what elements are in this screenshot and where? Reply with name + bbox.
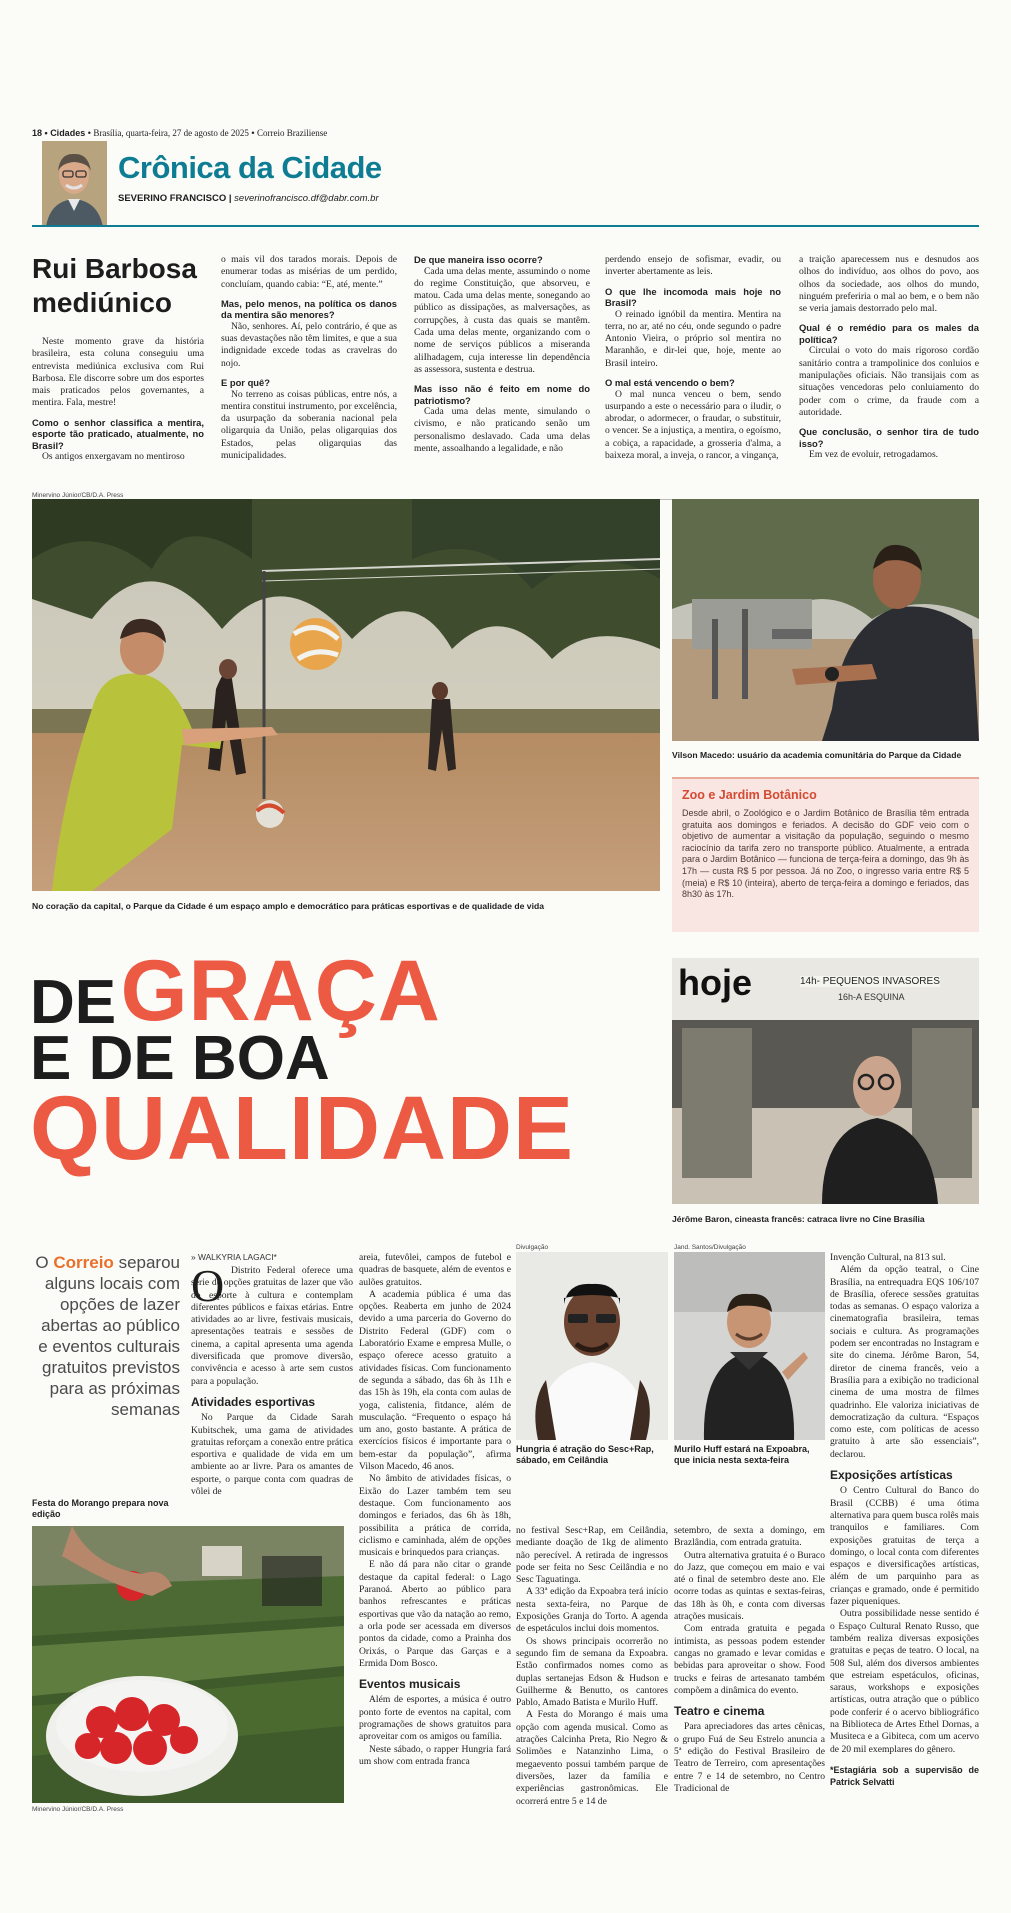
article-column-4 (674, 1525, 825, 1795)
intro-o: O (35, 1253, 49, 1272)
cronica-column-2 (221, 254, 397, 462)
cronica-column-5 (799, 254, 979, 462)
cinema-sign-line1: 14h- PEQUENOS INVASORES (800, 976, 940, 987)
interview-question: E por quê? (221, 377, 270, 389)
author-email: severinofrancisco.df@dabr.com.br (234, 193, 379, 204)
page-number: 18 (32, 128, 43, 138)
intro-correio: Correio (53, 1253, 114, 1272)
zoo-box-text: Desde abril, o Zoológico e o Jardim Botânico de Brasília têm entrada gratuita aos domingos e feriados. A decisão do GDF veio com o objetivo de aumentar a visitação da população, seguindo o mesmo raciocínio da tarifa zero no transporte público. Atualmente, a entrada para o Jardim Botânico — funciona de terça-feira a domingo, das 9h às 17h — custa R$ 5 por pessoa. Já no Zoo, o ingresso varia entre R$ 5 (meia) e R$ 10 (inteira), aberto de terça-feira a domingo e feriados, das 8h30 às 17h. (682, 808, 969, 900)
page-header: 18 • Cidades • Brasília, quarta-feira, 27 de agosto de 2025 • Correio Braziliense (32, 128, 328, 138)
paragraph: O reinado ignóbil da mentira. Mentira na terra, no ar, até no céu, onde segundo o padre Antonio Vieira, o próprio sol mentira no Maranhão, e dir-lei que, hoje, mente ao Brasil inteiro. (605, 308, 781, 369)
paragraph: Os shows principais ocorrerão no segundo fim de semana da Expoabra. Estão confirmados nomes como as duplas sertanejas Edson & Hudson e Guilherme & Benutto, os cantores Pablo, Amado Batista e Murilo Huff. (516, 1635, 668, 1709)
morango-photo (32, 1526, 344, 1803)
header-rule (32, 225, 979, 227)
paragraph: setembro, de sexta a domingo, em Brazlândia, com entrada gratuita. (674, 1525, 825, 1549)
headline-word-de: DE (30, 968, 117, 1037)
cronica-title (32, 252, 197, 320)
gym-photo-caption: Vilson Macedo: usuário da academia comunitária do Parque da Cidade (672, 750, 962, 760)
paragraph: Neste momento grave da história brasileira, esta coluna conseguiu uma entrevista mediúnica exclusiva com Rui Barbosa. Ele discorre sobre um dos esportes mais praticados pelos governantes, a mentira. Fala, mestre! (32, 336, 204, 409)
gym-photo (672, 499, 979, 741)
hungria-photo-caption: Hungria é atração do Sesc+Rap, sábado, em Ceilândia (516, 1444, 654, 1465)
paragraph: Outra possibilidade nesse sentido é o Espaço Cultural Renato Russo, que também realiza diversas exposições gratuitas e peças de teatro. O local, na 508 Sul, além dos diversos ambientes que estreiam espetáculos, oficinas, saraus, workshops e exposições artísticas, outra atração que o público pode conferir é o acervo bibliográfico na Biblioteca de Artes Ethel Dornas, a Musiteca e a Gibiteca, com um acervo de 20 mil exemplares do gênero. (830, 1608, 979, 1755)
cronica-column-3 (414, 254, 590, 455)
subhead: Teatro e cinema (674, 1704, 765, 1719)
interview-question: Mas isso não é feito em nome do patriotismo? (414, 383, 590, 406)
article-byline: » WALKYRIA LAGACI* (191, 1252, 277, 1262)
paragraph: A academia pública é uma das opções. Reaberta em junho de 2024 devido a uma parceria do Governo do Distrito Federal (GDF) com o Laboratório Exame e empresa Mulle, o espaço oferece acesso gratuito a atividades físicas. Com funcionamento de segunda a sábado, das 6h às 11h e das 15h às 19h, ela conta com aulas de yoga, calistenia, fitdance, além de musculação. “Frequento o espaço há um ano, gosto bastante. A prática de exercícios físicos é importante para o bem-estar da população”, afirma Vilson Macedo, 46 anos. (359, 1288, 511, 1473)
murilo-photo-credit: Jand. Santos/Divulgação (674, 1244, 746, 1251)
interview-question: O mal está vencendo o bem? (605, 377, 735, 389)
hungria-photo-credit: Divulgação (516, 1244, 549, 1251)
paragraph: A Festa do Morango é mais uma opção com agenda musical. Como as atrações Calcinha Preta, Rio Negro & Solimões e Natanzinho Lima, o megaevento possui também parque de diversões, lazer da família e experiências gastronômicas. Ele ocorrerá entre 5 e 14 de (516, 1709, 668, 1807)
headline (30, 943, 574, 1179)
paragraph: Invenção Cultural, na 813 sul. (830, 1252, 946, 1263)
paragraph: Com entrada gratuita e pegada intimista, as pessoas podem estender cangas no gramado e levar comidas e bebidas para aproveitar o show. Food trucks e feiras de artesanato também compõem a dinâmica do evento. (674, 1623, 825, 1696)
morango-photo-title: Festa do Morango prepara nova edição (32, 1498, 169, 1519)
murilo-photo (674, 1252, 825, 1440)
paragraph: O mal nunca venceu o bem, sendo usurpando a este o necessário para o iludir, o abrodar, o adormecer, o fraudar, o substituir, o vencer. Se a injustiça, a mentira, o egoísmo, a cobiça, a rapacidade, a grosseria d'alma, a baixeza moral, a inveja, o rancor, a vingança, (605, 388, 781, 462)
murilo-photo-caption: Murilo Huff estará na Expoabra, que inicia nesta sexta-feira (674, 1444, 810, 1465)
author-note: *Estagiária sob a supervisão de Patrick Selvatti (830, 1764, 979, 1788)
main-photo-credit: Minervino Júnior/CB/D.A. Press (32, 492, 124, 499)
cinema-sign-line2: 16h-A ESQUINA (838, 992, 905, 1002)
subhead: Exposições artísticas (830, 1468, 953, 1483)
morango-photo-credit: Minervino Júnior/CB/D.A. Press (32, 1806, 124, 1813)
paragraph: No terreno as coisas públicas, entre nós, a mentira constitui instrumento, por excelência, da usurpação da soberania nacional pela oligarquia da União, pelas oligarquias dos Estados, pelas oligarquias das municipalidades. (221, 388, 397, 462)
paragraph: Circulai o voto do mais rigoroso cordão sanitário contra a trampolinice dos conluios e manipulações oficiais. Não transijais com as situações vencedoras pelo conluiamento do poder com o crime, da fraude com a autoridade. (799, 345, 979, 418)
headline-line2: E DE BOA (30, 1024, 330, 1093)
interview-question: Qual é o remédio para os males da política? (799, 322, 979, 345)
byline-bar: SEVERINO FRANCISCO | severinofrancisco.df@dabr.com.br (118, 193, 379, 204)
paragraph: No Parque da Cidade Sarah Kubitschek, uma gama de atividades gratuitas reforçam a conexão entre prática esportiva e qualidade de vida em um ambiente ao ar livre. Para os amantes de esporte, o parque conta com quadras de vôlei de (191, 1412, 353, 1498)
headline-word-graca: GRAÇA (120, 943, 441, 1039)
main-photo-volleyball (32, 499, 660, 891)
column-title: Crônica da Cidade (118, 150, 382, 185)
paragraph: o mais vil dos tarados morais. Depois de enumerar todas as misérias de um perdido, concluíam, quando cabia: “E, até, mente.” (221, 254, 397, 290)
paragraph: No âmbito de atividades físicas, o Eixão do Lazer também tem seu destaque. Com funcionamento aos domingos e feriados, das 6h às 18h, possibilita a prática de corrida, ciclismo e caminhada, além de opções musicais e brinquedos para crianças. (359, 1473, 511, 1559)
paragraph: Cada uma delas mente, simulando o civismo, e não praticando senão um personalismo deslavado. Cada uma delas mente, assoalhando a legalidade, e não (414, 406, 590, 455)
cinema-photo-caption: Jérôme Baron, cineasta francês: catraca livre no Cine Brasília (672, 1214, 925, 1224)
interview-question: Como o senhor classifica a mentira, esporte tão praticado, atualmente, no Brasil? (32, 416, 204, 451)
article-column-1 (191, 1260, 353, 1498)
zoo-box-title: Zoo e Jardim Botânico (682, 788, 817, 802)
paragraph: E não dá para não citar o grande destaque da capital federal: o Lago Paranoá. Aberto ao público para banhos refrescantes e práticas esportivas que vão da natação ao remo, a orla pode ser acessada em diversos pontos da cidade, como a Prainha dos Orixás, o Parque das Garças e a Ermida Dom Bosco. (359, 1559, 511, 1669)
paragraph: areia, futevôlei, campos de futebol e quadras de basquete, além de eventos e aulões gratuitos. (359, 1252, 511, 1288)
paragraph: Em vez de evoluir, retrogadamos. (809, 449, 939, 461)
interview-question: Mas, pelo menos, na política os danos da mentira são menores? (221, 297, 397, 321)
author-portrait (42, 141, 107, 227)
author-name: SEVERINO FRANCISCO (118, 193, 227, 204)
cronica-column-1 (32, 336, 204, 464)
newspaper-name: Correio Braziliense (257, 128, 328, 138)
article-column-2 (359, 1252, 511, 1768)
paragraph: Para apreciadores das artes cênicas, o grupo Fuá de Seu Estrelo anuncia a 5ª edição do Festival Brasileiro de Teatro de Terreiro, com apresentações entre 7 e 14 de setembro, no Centro Tradicional de (674, 1721, 825, 1794)
cronica-title-line1: Rui Barbosa (32, 253, 197, 284)
interview-question: De que maneira isso ocorre? (414, 254, 543, 265)
paragraph: Outra alternativa gratuita é o Buraco do Jazz, que começou em maio e vai até o final de setembro deste ano. Ele ocorre todas as quintas e sextas-feiras, das 18h às 0h, e conta com diversas atrações musicais. (674, 1549, 825, 1623)
zoo-box (672, 777, 979, 932)
paragraph: Além da opção teatral, o Cine Brasília, na entrequadra EQS 106/107 de Brasília, oferece sessões gratuitas todas as semanas. O espaço valoriza a cinematografia brasileira, temas sociais e cultura. As programações podem ser encontradas no Instagram e site do cinema. Jérôme Baron, 54, diretor de cinema francês, veio a Brasília para a exibição no tradicional cinema de uma mostra de filmes quadrinho. Ele valoriza iniciativas de democratização da cultura. “Espaços como este, com políticas de acesso gratuito à arte são essenciais”, declarou. (830, 1264, 979, 1460)
interview-question: Que conclusão, o senhor tira de tudo isso? (799, 426, 979, 449)
paragraph: no festival Sesc+Rap, em Ceilândia, mediante doação de 1kg de alimento não perecível. A retirada de ingressos pode ser feita no Sesc Ceilândia e no Sesc Taguatinga. (516, 1525, 668, 1586)
section-name: Cidades (50, 128, 86, 138)
cinema-sign-word: hoje (678, 962, 753, 1003)
drop-cap: O (191, 1260, 225, 1311)
subhead: Atividades esportivas (191, 1394, 316, 1409)
paragraph: Distrito Federal oferece uma série de opções gratuitas de lazer que vão do esporte à cultura e contemplam diferentes públicos e faixas etárias. Entre atividades ao ar livre, festivais musicais, apresentações teatrais e sessões de cinema, a capital apresenta uma agenda diversificada que promove diversão, convivência e acesso à arte sem custos para a população. (191, 1265, 353, 1387)
paragraph: perdendo ensejo de sofismar, evadir, ou inverter abertamente as leis. (605, 254, 781, 278)
paragraph: Neste sábado, o rapper Hungria fará um show com entrada franca (359, 1743, 511, 1767)
paragraph: O Centro Cultural do Banco do Brasil (CCBB) é uma ótima alternativa para quem busca rolês mais tranquilos e familiares. Com exposições gratuitas de terça a domingo, o local conta com diferentes espaços e diversificações artísticas, além de um parquinho para as crianças e gramado, onde é permitido fazer piqueniques. (830, 1485, 979, 1608)
paragraph: Além de esportes, a música é outro ponto forte de eventos na capital, com programações de shows gratuitos para aproveitar com os amigos ou família. (359, 1694, 511, 1743)
intro-body: separou alguns locais com opções de lazer abertas ao público e eventos culturais gratuitos previstos para as próximas semanas (38, 1253, 180, 1419)
article-column-3 (516, 1525, 668, 1808)
headline-line3: QUALIDADE (30, 1079, 574, 1179)
paragraph: A 33ª edição da Expoabra terá início nesta sexta-feira, no Parque de Exposições Granja do Torto. A agenda de espetáculos inclui dois momentos. (516, 1586, 668, 1635)
cronica-title-line2: mediúnico (32, 287, 173, 318)
hungria-photo (516, 1252, 668, 1440)
subhead: Eventos musicais (359, 1677, 461, 1692)
cinema-photo (672, 958, 979, 1204)
paragraph: Os antigos enxergavam no mentiroso (42, 451, 185, 463)
main-photo-caption: No coração da capital, o Parque da Cidade é um espaço amplo e democrático para práticas esportivas e de qualidade de vida (32, 901, 544, 911)
intro-text (32, 1252, 180, 1420)
cronica-column-4 (605, 254, 781, 462)
paragraph: a traição aparecessem nus e desnudos aos olhos do indivíduo, aos olhos do povo, aos olhos da sociedade, aos olhos do mundo, ninguém preferiria o mal ao bem, e o bem não se veria jamais destorrado pelo mal. (799, 254, 979, 315)
dateline: Brasília, quarta-feira, 27 de agosto de 2025 (93, 128, 249, 138)
paragraph: Cada uma delas mente, assumindo o nome do regime Constituição, que absorveu, e matou. Cada uma delas mente, sonegando ao público as dissipações, as malversações, as corrupções, à custa das quais se mantêm. Cada uma delas mente, organizando com o nome de serviços públicos a miseranda aliIhadagem, cuja interesse lin dependência as assessora, sustenta e destrua. (414, 265, 590, 375)
interview-question: O que lhe incomoda mais hoje no Brasil? (605, 285, 781, 309)
paragraph: Não, senhores. Aí, pelo contrário, é que as suas devastações não têm limites, e que a sua indignidade excede todas as cravelras do nojo. (221, 320, 397, 369)
article-column-5 (830, 1252, 979, 1788)
